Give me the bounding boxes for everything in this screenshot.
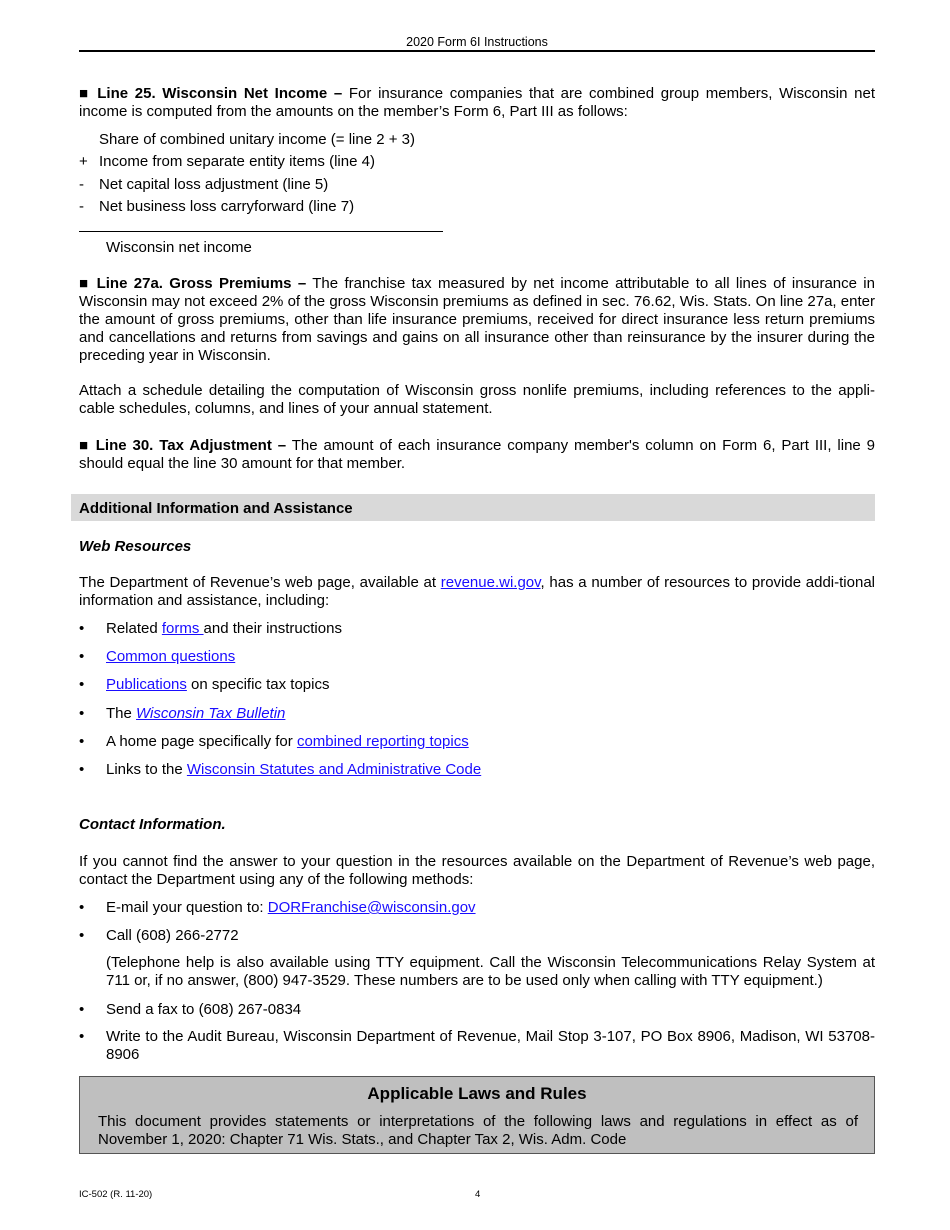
- form-id: IC-502 (R. 11-20): [79, 1189, 153, 1200]
- calc-text: Net capital loss adjustment (line 5): [99, 176, 329, 193]
- bullet-icon: •: [79, 676, 85, 693]
- bullet-icon: •: [79, 648, 85, 665]
- line-30-paragraph: [79, 437, 875, 473]
- page-header: 2020 Form 6I Instructions: [406, 35, 548, 49]
- bullet-icon: •: [79, 927, 85, 944]
- item-text: The: [106, 705, 137, 722]
- calc-total-rule: [79, 231, 443, 232]
- revenue-link[interactable]: revenue.wi.gov: [440, 574, 541, 591]
- call-text: Call (608) 266-2772: [106, 927, 239, 944]
- web-intro-text: , has a number of resources to provide addi-tional information and assistance, including:: [79, 574, 875, 609]
- bullet-icon: •: [79, 705, 85, 722]
- bullet-icon: •: [79, 761, 85, 778]
- line-27a-heading: Line 27a. Gross Premiums –: [96, 275, 307, 292]
- item-text: E-mail your question to:: [106, 899, 268, 916]
- forms-link[interactable]: forms: [161, 620, 204, 637]
- common-questions-link[interactable]: Common questions: [106, 648, 236, 665]
- calc-text: Net business loss carryforward (line 7): [99, 198, 355, 215]
- bullet-icon: •: [79, 620, 85, 637]
- contact-heading: Contact Information.: [79, 816, 226, 833]
- line-30-text: The amount of each insurance company member's column on Form 6, Part III, line 9 should equal the line 30 amount for that member.: [79, 437, 876, 472]
- combined-reporting-link[interactable]: combined reporting topics: [296, 733, 469, 750]
- contact-intro: If you cannot find the answer to your question in the resources available on the Department of Revenue’s web page, contact the Department using any of the following methods:: [79, 853, 875, 888]
- line-25-paragraph: [79, 85, 875, 121]
- calc-text: Income from separate entity items (line 4): [99, 153, 375, 170]
- publications-link[interactable]: Publications: [106, 676, 187, 693]
- line-27a-marker: ■: [79, 275, 91, 292]
- page-number: 4: [475, 1189, 481, 1200]
- section-header-bar: [71, 494, 875, 521]
- bullet-icon: •: [79, 899, 85, 916]
- bullet-icon: •: [79, 1028, 85, 1045]
- bullet-icon: •: [79, 1001, 85, 1018]
- line-27a-paragraph: [79, 275, 875, 365]
- calc-sign: +: [79, 153, 88, 170]
- write-text: Write to the Audit Bureau, Wisconsin Department of Revenue, Mail Stop 3-107, PO Box 8906, Madison, WI 53708-8906: [106, 1028, 875, 1063]
- tty-note: (Telephone help is also available using TTY equipment. Call the Wisconsin Telecommunications Relay System at 711 or, if no answer, (800) 947-3529. These numbers are to be used only when calling with TTY equipment.): [106, 954, 875, 989]
- calc-total: Wisconsin net income: [106, 239, 252, 256]
- item-text: Related: [106, 620, 162, 637]
- item-text: A home page specifically for: [106, 733, 297, 750]
- web-resources-heading: Web Resources: [79, 538, 192, 555]
- line-30-heading: Line 30. Tax Adjustment –: [95, 437, 287, 454]
- applicable-laws-box: [79, 1076, 875, 1154]
- item-text: on specific tax topics: [186, 676, 330, 693]
- item-text: Links to the: [106, 761, 187, 778]
- laws-text: This document provides statements or interpretations of the following laws and regulations in effect as of November 1, 2020: Chapter 71 Wis. Stats., and Chapter Tax 2, Wis. Adm. Code: [98, 1113, 858, 1148]
- calc-sign: -: [79, 176, 84, 193]
- email-link[interactable]: DORFranchise@wisconsin.gov: [267, 899, 476, 916]
- item-text: and their instructions: [203, 620, 342, 637]
- calc-sign: -: [79, 198, 84, 215]
- line-25-heading: Line 25. Wisconsin Net Income –: [97, 85, 343, 102]
- line-25-marker: ■: [79, 85, 91, 102]
- line-30-marker: ■: [79, 437, 90, 454]
- web-intro-text: The Department of Revenue’s web page, available at: [79, 574, 441, 591]
- header-rule: [79, 50, 875, 52]
- calc-text: Share of combined unitary income (= line 2 + 3): [99, 131, 416, 148]
- bullet-icon: •: [79, 733, 85, 750]
- section-title: Additional Information and Assistance: [79, 500, 353, 517]
- line-27a-text: The franchise tax measured by net income attributable to all lines of insurance in Wisconsin may not exceed 2% of the gross Wisconsin premiums as defined in sec. 76.62, Wis. Stats. On line 27a, enter the amount of gross premiums, other than life insurance premiums, received for direct insurance less return premiums and cancellations and returns from savings and gains on all insurance other than reinsurance by the insurer during the preceding year in Wisconsin.: [79, 275, 875, 364]
- statutes-link[interactable]: Wisconsin Statutes and Administrative Code: [186, 761, 482, 778]
- line-25-text: For insurance companies that are combined group members, Wisconsin net income is computed from the amounts on the member’s Form 6, Part III as follows:: [79, 85, 876, 120]
- tax-bulletin-link[interactable]: Wisconsin Tax Bulletin: [136, 705, 286, 722]
- line-27a-attach: Attach a schedule detailing the computation of Wisconsin gross nonlife premiums, including references to the appli-cable schedules, columns, and lines of your annual statement.: [79, 382, 875, 417]
- fax-text: Send a fax to (608) 267-0834: [106, 1001, 302, 1018]
- web-resources-intro: [79, 574, 875, 610]
- laws-title: Applicable Laws and Rules: [367, 1084, 587, 1103]
